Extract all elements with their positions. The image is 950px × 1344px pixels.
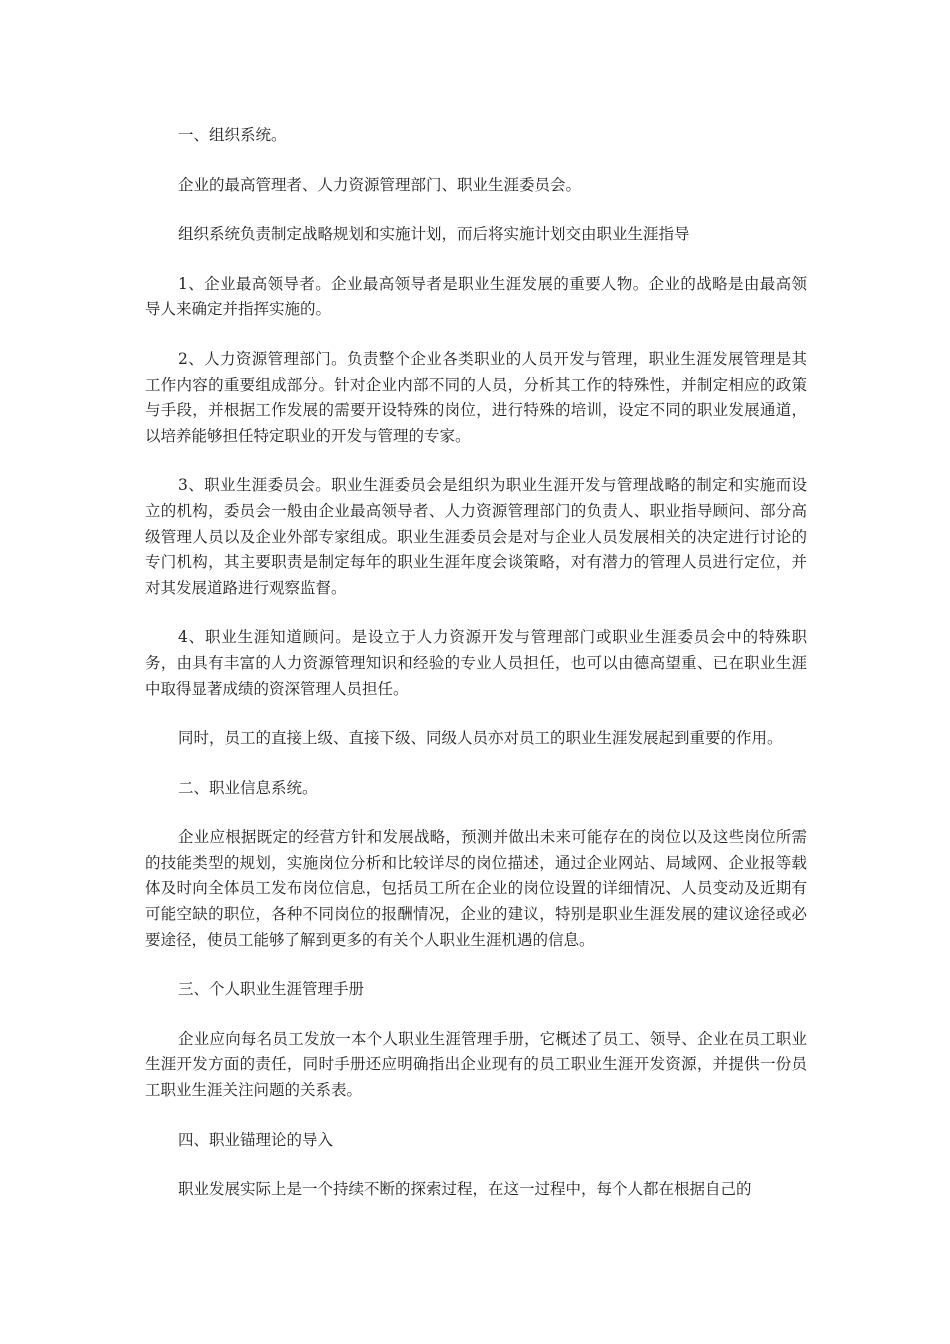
list-item-4: 4、职业生涯知道顾问。是设立于人力资源开发与管理部门或职业生涯委员会中的特殊职务，由具有丰富的人力资源管理知识和经验的专业人员担任，也可以由德高望重、已在职业生涯中取得显著成绩的资深管理人员担任。	[145, 628, 807, 698]
paragraph: 企业的最高管理者、人力资源管理部门、职业生涯委员会。	[178, 175, 582, 194]
heading-organization-system: 一、组织系统。	[178, 126, 287, 144]
heading-career-handbook: 三、个人职业生涯管理手册	[178, 980, 365, 999]
paragraph: 职业发展实际上是一个持续不断的探索过程，在这一过程中，每个人都在根据自己的	[178, 1180, 752, 1199]
heading-career-info-system: 二、职业信息系统。	[178, 778, 318, 797]
paragraph: 同时，员工的直接上级、直接下级、同级人员亦对员工的职业生涯发展起到重要的作用。	[178, 729, 783, 748]
list-item-3: 3、职业生涯委员会。职业生涯委员会是组织为职业生涯开发与管理战略的制定和实施而设立的机构，委员会一般由企业最高领导者、人力资源管理部门的负责人、职业指导顾问、部分高级管理人员以及企业外部专家组成。职业生涯委员会是对与企业人员发展相关的决定进行讨论的专门机构，其主要职责是制定每年的职业生涯年度会谈策略，对有潜力的管理人员进行定位，并对其发展道路进行观察监督。	[145, 476, 807, 597]
paragraph: 企业应向每名员工发放一本个人职业生涯管理手册，它概述了员工、领导、企业在员工职业生涯开发方面的责任，同时手册还应明确指出企业现有的员工职业生涯开发资源，并提供一份员工职业生涯关注问题的关系表。	[145, 1029, 807, 1100]
list-item-1: 1、企业最高领导者。企业最高领导者是职业生涯发展的重要人物。企业的战略是由最高领导人来确定并指挥实施的。	[145, 274, 807, 319]
paragraph: 企业应根据既定的经营方针和发展战略，预测并做出未来可能存在的岗位以及这些岗位所需的技能类型的规划，实施岗位分析和比较详尽的岗位描述，通过企业网站、局域网、企业报等载体及时向全体员工发布岗位信息，包括员工所在企业的岗位设置的详细情况、人员变动及近期有可能空缺的职位，各种不同岗位的报酬情况，企业的建议，特别是职业生涯发展的建议途径或必要途径，使员工能够了解到更多的有关个人职业生涯机遇的信息。	[145, 828, 807, 949]
paragraph: 组织系统负责制定战略规划和实施计划，而后将实施计划交由职业生涯指导	[178, 225, 690, 244]
document-body	[145, 123, 807, 1227]
list-item-2: 2、人力资源管理部门。负责整个企业各类职业的人员开发与管理，职业生涯发展管理是其工作内容的重要组成部分。针对企业内部不同的人员，分析其工作的特殊性，并制定相应的政策与手段，并根据工作发展的需要开设特殊的岗位，进行特殊的培训，设定不同的职业发展通道，以培养能够担任特定职业的开发与管理的专家。	[145, 349, 807, 445]
heading-career-anchor: 四、职业锚理论的导入	[178, 1130, 334, 1149]
